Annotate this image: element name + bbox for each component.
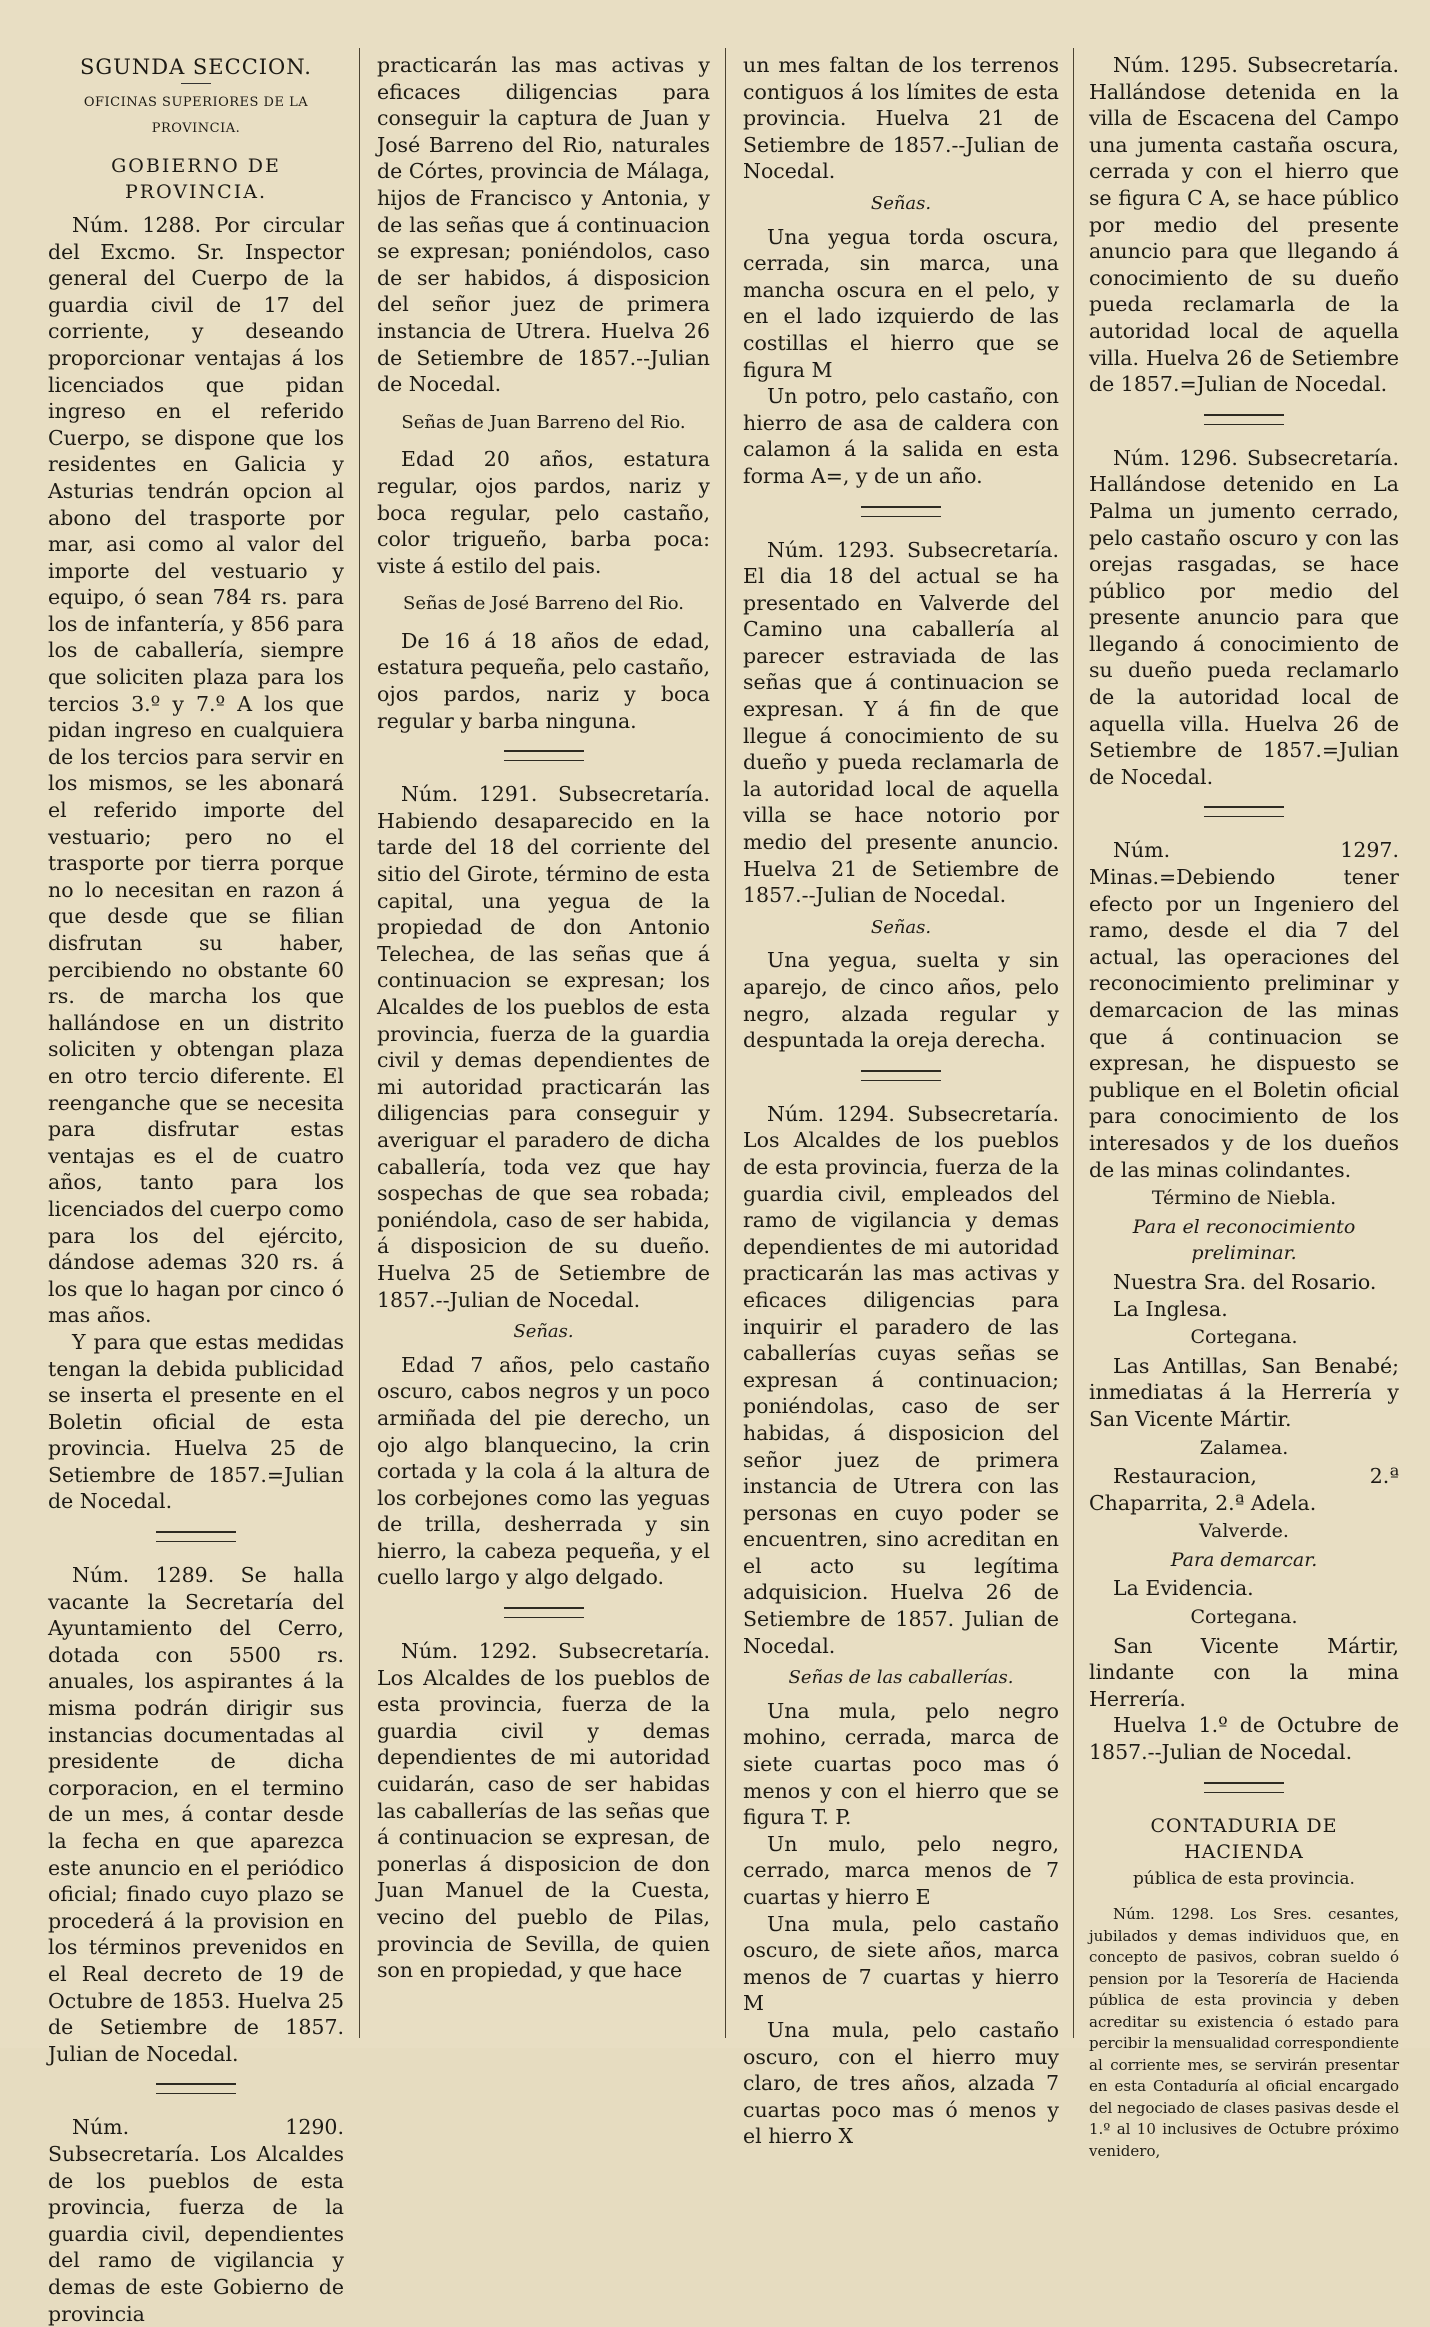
place-cortegana: Cortegana. [1190,1606,1298,1629]
notice-1294-sign-1: Una mula, pelo negro mohino, cerrada, marca de siete cuartas poco mas ó menos y con el hierro que se figura T. P. [743,1698,1059,1830]
signs-juan: Edad 20 años, estatura regular, ojos pardos, nariz y boca regular, pelo castaño, color trigueño, barba poca: viste á estilo del pais. [377,447,710,578]
notice-1294: Núm. 1294. Subsecretaría. Los Alcaldes de los pueblos de esta provincia, fuerza de la guardia civil, empleados del ramo de vigilancia y demas dependientes de mi autoridad practicarán las mas activas y eficaces diligencias para inquirir el paradero de las caballerías cuyas señas se expresan á continuacion; poniéndolas, caso de ser habidas, á disposicion del señor juez de primera instancia de Utrera con las personas en cuyo poder se encuentren, sino acreditan en el acto su legítima adquisicion. Huelva 26 de Setiembre de 1857. Julian de Nocedal. [743,1101,1059,1658]
separator [156,2083,236,2094]
notice-1293: Núm. 1293. Subsecretaría. El dia 18 del actual se ha presentado en Valverde del Camino una caballería al parecer estraviada de las señas que á continuacion se expresan. Y á fin de que llegue á conocimiento de su dueño y pueda reclamarla de la autoridad local de aquella villa se hace notorio por medio del presente anuncio. Huelva 21 de Setiembre de 1857.--Julian de Nocedal. [743,537,1059,908]
notice-1292-sign-2: Un potro, pelo castaño, con hierro de asa de caldera con calamon á la salida en esta forma A=, y de un año. [743,384,1059,488]
separator [861,1070,941,1081]
signs-heading: Señas. [870,192,932,214]
notice-1294-sign-2: Un mulo, pelo negro, cerrado, marca menos de 7 cuartas y hierro E [743,1831,1059,1909]
column-4 [1089,52,1399,2160]
term-niebla: Término de Niebla. [1151,1187,1337,1210]
column-rule [1073,48,1074,2038]
notice-1293-signs: Una yegua, suelta y sin aparejo, de cinco años, pelo negro, alzada regular y despuntada la oreja derecha. [743,948,1059,1053]
notice-1292-continued: un mes faltan de los terrenos contiguos á los límites de esta provincia. Huelva 21 de Setiembre de 1857.--Julian de Nocedal. [743,53,1059,184]
mine-item: La Inglesa. [1113,1296,1228,1321]
column-1 [48,40,344,2326]
notice-1290: Núm. 1290. Subsecretaría. Los Alcaldes de los pueblos de esta provincia, fuerza de la guardia civil, dependientes del ramo de vigilancia y demas de este Gobierno de provincia [48,2115,344,2326]
place-cortegana: Cortegana. [1190,1326,1298,1349]
mine-item: Nuestra Sra. del Rosario. [1113,1269,1377,1294]
column-rule [725,48,726,2038]
divider [181,83,211,84]
separator [504,750,584,761]
preliminary-heading: Para el reconocimiento preliminar. [1132,1215,1356,1265]
notice-1291-signs: Edad 7 años, pelo castaño oscuro, cabos negros y un poco armiñada del pie derecho, un ojo algo blanquecino, la crin cortada y la cola á la altura de los corbejones como las yeguas de trilla, desherrada y sin hierro, la cabeza pequeña, y el cuello largo y algo delgado. [377,1352,710,1590]
notice-1294-sign-3: Una mula, pelo castaño oscuro, de siete años, marca menos de 7 cuartas y hierro M [743,1911,1059,2016]
signs-heading: Señas. [513,1321,574,1343]
place-valverde: Valverde. [1199,1520,1289,1543]
place-zalamea: Zalamea. [1199,1436,1289,1459]
notice-1290-continued: practicarán las mas activas y eficaces diligencias para conseguir la captura de Juan y José Barreno del Rio, naturales de Córtes, provincia de Málaga, hijos de Francisco y Antonia, y de las señas que á continuacion se expresan; poniéndolos, caso de ser habidos, á disposicion del señor juez de primera instancia de Utrera. Huelva 26 de Setiembre de 1857.--Julian de Nocedal. [377,53,710,397]
separator [1204,414,1284,425]
notice-1292: Núm. 1292. Subsecretaría. Los Alcaldes de los pueblos de esta provincia, fuerza de la guardia civil y demas dependientes de mi autoridad cuidarán, caso de ser habidas las caballerías de las señas que á continuacion se expresan, de ponerlas á disposicion de don Juan Manuel de la Cuesta, vecino del pueblo de Pilas, provincia de Sevilla, de quien son en propiedad, y que hace [377,1639,710,1983]
signs-heading: Señas. [870,916,932,938]
mine-item: La Evidencia. [1113,1576,1254,1601]
demarcation-heading: Para demarcar. [1170,1548,1318,1571]
separator [1204,806,1284,817]
notice-1288: Núm. 1288. Por circular del Excmo. Sr. Inspector general del Cuerpo de la guardia civil de 17 del corriente, y deseando proporcionar ventajas á los licenciados que pidan ingreso en el referido Cuerpo, se dispone que los residentes en Galicia y Asturias tendrán opcion al abono del trasporte por mar, asi como al valor del importe del vestuario y equipo, ó sean 784 rs. para los de infantería, y 856 para los de caballería, siempre que soliciten plaza para los tercios 3.º y 7.º A los que pidan ingreso en cualquiera de los tercios para servir en los mismos, se les abonará el referido importe del vestuario; pero no el trasporte por tierra porque no lo necesitan en razon á que desde que se filian disfrutan su haber, percibiendo no obstante 60 rs. de marcha los que hallándose en un distrito soliciten y obtengan plaza en otro tercio diferente. El reenganche que se necesita para disfrutar estas ventajas es el de cuatro años, tanto para los licenciados del cuerpo como para los del ejército, dándose ademas 320 rs. á los que lo hagan por cinco ó mas años. [48,212,344,1328]
government-heading: GOBIERNO DE PROVINCIA. [111,154,281,204]
notice-1297-signature: Huelva 1.º de Octubre de 1857.--Julian de Nocedal. [1089,1713,1399,1765]
signs-jose-heading: Señas de José Barreno del Rio. [402,593,684,615]
notice-1289: Núm. 1289. Se halla vacante la Secretaría del Ayuntamiento del Cerro, dotada con 5500 rs. anuales, los aspirantes á la misma podrán dirigir sus instancias documentadas al presidente de dicha corporacion, en el termino de un mes, á contar desde la fecha en que aparezca este anuncio en el periódico oficial; finado cuyo plazo se procederá á la provision en los términos prevenidos en el Real decreto de 19 de Octubre de 1853. Huelva 25 de Setiembre de 1857. Julian de Nocedal. [48,1563,344,2066]
separator [156,1531,236,1542]
notice-1294-sign-4: Una mula, pelo castaño oscuro, con el hierro muy claro, de tres años, alzada 7 cuartas poco mas ó menos y el hierro X [743,2017,1059,2149]
mine-item: Las Antillas, San Benabé; inmediatas á la Herrería y San Vicente Mártir. [1089,1353,1399,1431]
notice-1288-closing: Y para que estas medidas tengan la debida publicidad se inserta el presente en el Boletin oficial de esta provincia. Huelva 25 de Setiembre de 1857.=Julian de Nocedal. [48,1329,344,1514]
separator [504,1607,584,1618]
offices-heading: OFICINAS SUPERIORES DE LA PROVINCIA. [83,94,309,137]
separator [1204,1782,1284,1793]
notice-1291: Núm. 1291. Subsecretaría. Habiendo desaparecido en la tarde del 18 del corriente del sitio del Girote, término de esta capital, una yegua de la propiedad de don Antonio Telechea, de las señas que á continuacion se expresan; los Alcaldes de los pueblos de esta provincia, fuerza de la guardia civil y demas dependientes de mi autoridad practicarán las diligencias para conseguir y averiguar el paradero de dicha caballería, toda vez que hay sospechas de que sea robada; poniéndola, caso de ser habida, á disposicion de su dueño. Huelva 25 de Setiembre de 1857.--Julian de Nocedal. [377,782,710,1312]
section-title: SGUNDA SECCION. [80,55,312,79]
mine-item: San Vicente Mártir, lindante con la mina Herrería. [1089,1633,1399,1711]
separator [861,506,941,517]
notice-1298: Núm. 1298. Los Sres. cesantes, jubilados y demas individuos que, en concepto de pasivos, cobran sueldo ó pension por la Tesorería de Hacienda pública de esta provincia y deben acreditar su existencia ó estado para percibir la mensualidad correspondiente al corriente mes, se servirán presentar en esta Contaduría al oficial encargado del negociado de clases pasivas desde el 1.º al 10 inclusives de Octubre próximo venidero, [1089,1905,1399,2160]
mine-item: Restauracion, 2.ª Chaparrita, 2.ª Adela. [1089,1464,1399,1515]
contaduria-heading: CONTADURIA DE HACIENDA [1150,1814,1338,1864]
contaduria-subheading: pública de esta provincia. [1133,1868,1355,1889]
notice-1297: Núm. 1297. Minas.=Debiendo tener efecto por un Ingeniero del ramo, desde el dia 7 del actual, las operaciones del reconocimiento preliminar y demarcacion de las minas que á continuacion se expresan, he dispuesto se publique en el Boletin oficial para conocimiento de los interesados y de los dueños de las minas colindantes. [1089,838,1399,1182]
notice-1292-sign-1: Una yegua torda oscura, cerrada, sin marca, una mancha oscura en el pelo, y en el lado izquierdo de las costillas el hierro que se figura M [743,224,1059,382]
signs-juan-heading: Señas de Juan Barreno del Rio. [401,411,686,433]
notice-1295: Núm. 1295. Subsecretaría. Hallándose detenida en la villa de Escacena del Campo una jumenta castaña oscura, cerrada y con el hierro que se figura C A, se hace público por medio del presente anuncio para que llegando á conocimiento de su dueño pueda reclamarla de la autoridad local de aquella villa. Huelva 26 de Setiembre de 1857.=Julian de Nocedal. [1089,53,1399,397]
column-3 [743,52,1059,2149]
signs-heading: Señas de las caballerías. [788,1667,1014,1689]
notice-1296: Núm. 1296. Subsecretaría. Hallándose detenido en La Palma un jumento cerrado, pelo castaño oscuro y con las orejas rasgadas, se hace público por medio del presente anuncio para que llegando á conocimiento de su dueño pueda reclamarlo de la autoridad local de aquella villa. Huelva 26 de Setiembre de 1857.=Julian de Nocedal. [1089,445,1399,789]
column-rule [359,48,360,2038]
column-2 [377,52,710,2052]
signs-jose: De 16 á 18 años de edad, estatura pequeña, pelo castaño, ojos pardos, nariz y boca regular y barba ninguna. [377,628,710,733]
